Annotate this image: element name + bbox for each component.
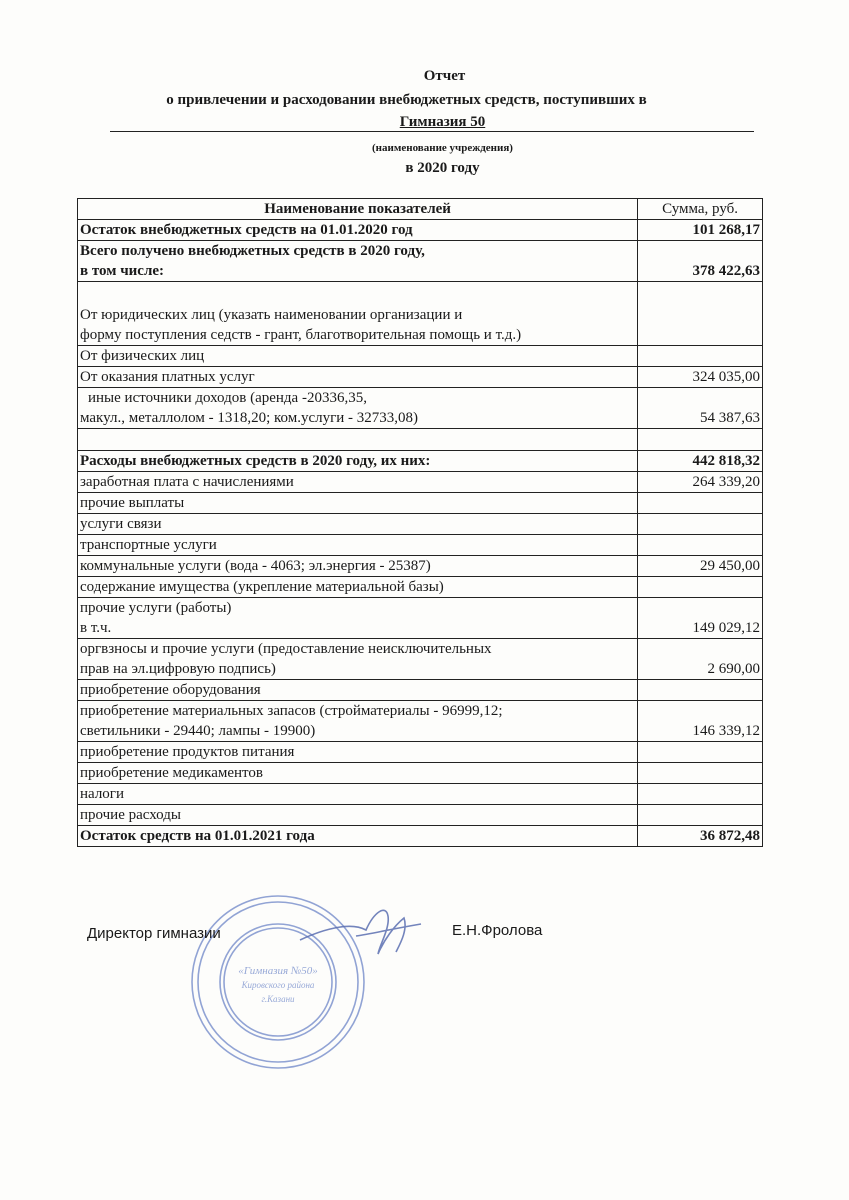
row-label: Остаток средств на 01.01.2021 года (80, 828, 315, 844)
row-label: в том числе: (80, 263, 165, 279)
row-value (638, 742, 763, 763)
row-value (638, 680, 763, 701)
row-label: От физических лиц (80, 348, 205, 364)
table-row (78, 556, 763, 577)
table-row (78, 346, 763, 367)
signer-position: Директор гимназии (87, 925, 221, 942)
row-value (638, 784, 763, 805)
row-label: Остаток внебюджетных средств на 01.01.2020 год (80, 222, 413, 238)
row-label: От юридических лиц (указать наименовании организации и (80, 307, 463, 323)
row-label: прав на эл.цифровую подпись) (80, 661, 276, 677)
row-label: светильники - 29440; лампы - 19900) (80, 723, 316, 739)
column-header-name: Наименование показателей (78, 199, 638, 220)
row-label: приобретение материальных запасов (стройматериалы - 96999,12; (80, 703, 503, 719)
row-label: заработная плата с начислениями (80, 474, 294, 490)
row-label: налоги (80, 786, 124, 802)
organization-note: (наименование учреждения) (372, 142, 513, 154)
row-value (638, 346, 763, 367)
column-header-sum: Сумма, руб. (638, 199, 763, 220)
table-row (78, 742, 763, 763)
table-row (78, 282, 763, 346)
table-row (78, 805, 763, 826)
row-value: 264 339,20 (638, 472, 763, 493)
report-table (77, 198, 763, 847)
row-value: 101 268,17 (638, 220, 763, 241)
row-value (638, 535, 763, 556)
table-row (78, 429, 763, 451)
report-year: в 2020 году (405, 160, 480, 176)
row-label: иные источники доходов (аренда -20336,35, (88, 390, 367, 406)
row-label: оргвзносы и прочие услуги (предоставление неисключительных (80, 641, 492, 657)
row-label: прочие выплаты (80, 495, 185, 511)
table-header-row (78, 199, 763, 220)
organization-underline (110, 131, 754, 132)
row-label: услуги связи (80, 516, 162, 532)
row-label: прочие услуги (работы) (80, 600, 232, 616)
row-label: коммунальные услуги (вода - 4063; эл.энергия - 25387) (80, 558, 431, 574)
row-label: прочие расходы (80, 807, 181, 823)
table-row (78, 701, 763, 742)
row-value (638, 577, 763, 598)
table-row (78, 639, 763, 680)
row-label: в т.ч. (80, 620, 112, 636)
signature-block (0, 918, 849, 1068)
report-title: Отчет (423, 68, 466, 84)
table-row (78, 577, 763, 598)
row-value: 149 029,12 (638, 598, 763, 639)
row-value: 146 339,12 (638, 701, 763, 742)
table-row (78, 241, 763, 282)
row-value: 29 450,00 (638, 556, 763, 577)
report-subtitle: о привлечении и расходовании внебюджетных средств, поступивших в (166, 92, 647, 108)
row-value: 54 387,63 (638, 388, 763, 429)
row-value: 2 690,00 (638, 639, 763, 680)
row-label: форму поступления седств - грант, благотворительная помощь и т.д.) (80, 327, 522, 343)
row-label: приобретение медикаментов (80, 765, 263, 781)
signer-name: Е.Н.Фролова (452, 922, 543, 939)
row-value (638, 514, 763, 535)
table-row (78, 680, 763, 701)
row-value: 36 872,48 (638, 826, 763, 847)
table-row (78, 535, 763, 556)
row-label: макул., металлолом - 1318,20; ком.услуги - 32733,08) (80, 410, 419, 426)
table-row (78, 451, 763, 472)
table-row (78, 763, 763, 784)
row-value (638, 763, 763, 784)
row-label: транспортные услуги (80, 537, 217, 553)
row-label: приобретение оборудования (80, 682, 261, 698)
row-value: 378 422,63 (638, 241, 763, 282)
row-label: От оказания платных услуг (80, 369, 255, 385)
row-value (638, 805, 763, 826)
row-value (638, 429, 763, 451)
organization-name: Гимназия 50 (399, 114, 486, 130)
row-value (638, 282, 763, 346)
row-label: содержание имущества (укрепление материальной базы) (80, 579, 444, 595)
table-row (78, 784, 763, 805)
table-row (78, 826, 763, 847)
table-row (78, 388, 763, 429)
row-value (638, 493, 763, 514)
row-label: приобретение продуктов питания (80, 744, 295, 760)
table-row (78, 220, 763, 241)
signature-icon (296, 900, 426, 970)
svg-text:г.Казани: г.Казани (261, 994, 295, 1004)
table-row (78, 493, 763, 514)
svg-text:«Гимназия №50»: «Гимназия №50» (238, 965, 318, 977)
table-row (78, 514, 763, 535)
row-value: 324 035,00 (638, 367, 763, 388)
row-value: 442 818,32 (638, 451, 763, 472)
row-label: Всего получено внебюджетных средств в 2020 году, (80, 243, 425, 259)
row-label: Расходы внебюджетных средств в 2020 году, их них: (80, 453, 431, 469)
table-row (78, 472, 763, 493)
table-row (78, 367, 763, 388)
svg-text:Кировского района: Кировского района (241, 980, 315, 990)
table-row (78, 598, 763, 639)
